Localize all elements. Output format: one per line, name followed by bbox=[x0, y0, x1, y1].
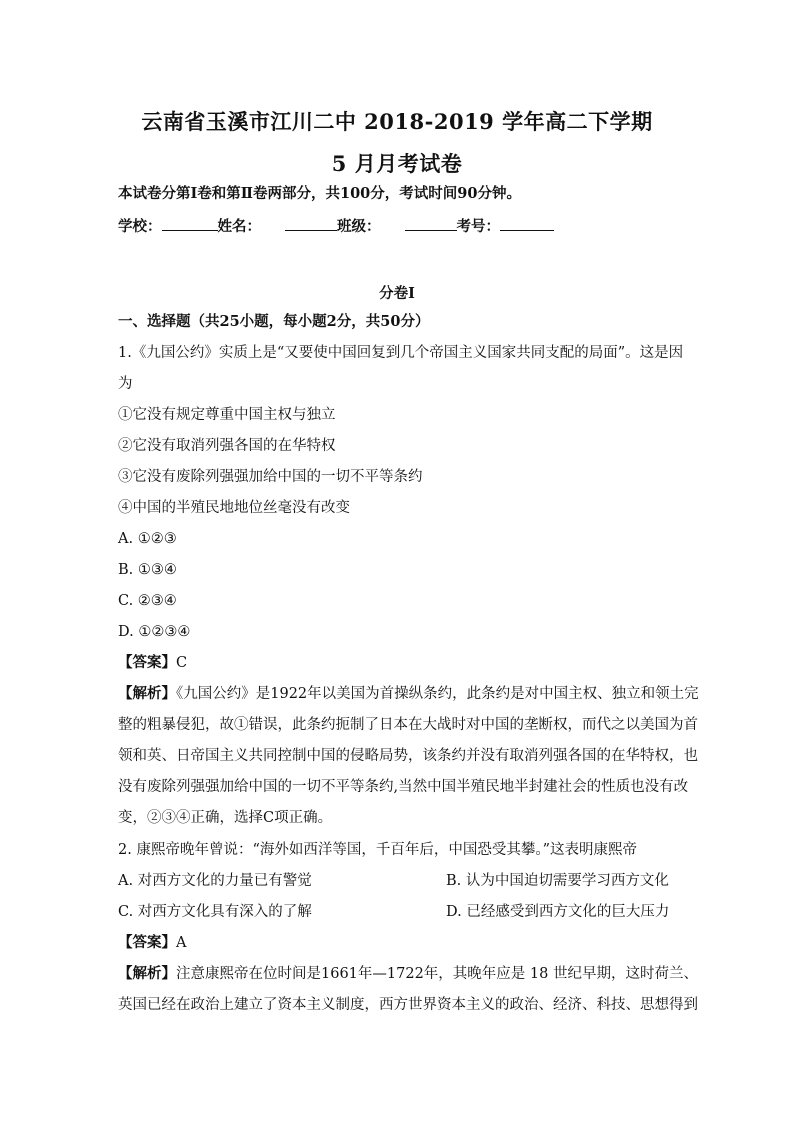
q2-option-a[interactable]: A. 对西方文化的力量已有警觉 bbox=[118, 873, 312, 889]
q2-analysis-label: 【解析】 bbox=[118, 965, 176, 982]
q2-stem: 2. 康熙帝晚年曾说：“海外如西洋等国，千百年后，中国恐受其攀。”这表明康熙帝 bbox=[118, 842, 638, 858]
q1-statement-2: ②它没有取消列强各国的在华特权 bbox=[118, 438, 336, 454]
q2-answer bbox=[118, 933, 186, 953]
q1-answer-label: 【答案】 bbox=[118, 654, 176, 671]
q1-analysis-line4: 没有废除列强强加给中国的一切不平等条约,当然中国半殖民地半封建社会的性质也没有改 bbox=[118, 779, 689, 795]
q2-answer-value: A bbox=[176, 935, 187, 951]
q1-statement-3: ③它没有废除列强强加给中国的一切不平等条约 bbox=[118, 469, 423, 485]
exam-title-line2: 5 月月考试卷 bbox=[331, 151, 463, 176]
q2-analysis-line2: 英国已经在政治上建立了资本主义制度，西方世界资本主义的政治、经济、科技、思想得到 bbox=[118, 997, 698, 1013]
part-heading: 一、选择题（共25小题，每小题2分，共50分） bbox=[118, 313, 430, 330]
q2-answer-label: 【答案】 bbox=[118, 934, 176, 951]
q1-analysis-line1 bbox=[118, 684, 699, 704]
exam-title-line1: 云南省玉溪市江川二中 2018-2019 学年高二下学期 bbox=[141, 109, 653, 134]
q2-option-b[interactable]: B. 认为中国迫切需要学习西方文化 bbox=[446, 873, 669, 889]
q1-stem-line1: 1.《九国公约》实质上是“又要使中国回复到几个帝国主义国家共同支配的局面”。这是因 bbox=[118, 345, 684, 361]
q1-statement-4: ④中国的半殖民地地位丝毫没有改变 bbox=[118, 500, 350, 516]
exam-no-label: 考号： bbox=[456, 218, 500, 235]
q2-analysis-line1 bbox=[118, 964, 698, 984]
q1-answer bbox=[118, 653, 187, 673]
q1-answer-value: C bbox=[176, 655, 188, 671]
q1-analysis-text1: 《九国公约》是1922年以美国为首操纵条约，此条约是对中国主权、独立和领土完 bbox=[176, 686, 699, 702]
exam-intro: 本试卷分第Ⅰ卷和第Ⅱ卷两部分，共100分，考试时间90分钟。 bbox=[118, 185, 521, 202]
school-label: 学校： bbox=[118, 218, 162, 235]
name-blank[interactable] bbox=[285, 216, 337, 231]
info-fields-row bbox=[118, 216, 554, 237]
q1-option-b[interactable]: B. ①③④ bbox=[118, 562, 177, 578]
q2-analysis-text1: 注意康熙帝在位时间是1661年—1722年，其晚年应是 18 世纪早期，这时荷兰、 bbox=[176, 966, 698, 982]
class-label: 班级： bbox=[337, 218, 381, 235]
q1-analysis-line3: 领和英、日帝国主义共同控制中国的侵略局势，该条约并没有取消列强各国的在华特权，也 bbox=[118, 748, 698, 764]
exam-no-blank[interactable] bbox=[500, 216, 554, 231]
school-blank[interactable] bbox=[162, 216, 218, 231]
q2-option-d[interactable]: D. 已经感受到西方文化的巨大压力 bbox=[446, 904, 670, 920]
class-blank[interactable] bbox=[405, 216, 457, 231]
q1-statement-1: ①它没有规定尊重中国主权与独立 bbox=[118, 407, 336, 423]
section-title: 分卷I bbox=[379, 285, 415, 302]
q2-option-c[interactable]: C. 对西方文化具有深入的了解 bbox=[118, 904, 312, 920]
q1-analysis-line2: 整的粗暴侵犯，故①错误，此条约扼制了日本在大战时对中国的垄断权，而代之以美国为首 bbox=[118, 717, 698, 733]
name-label: 姓名： bbox=[217, 218, 261, 235]
q1-option-d[interactable]: D. ①②③④ bbox=[118, 624, 191, 640]
q1-stem-line2: 为 bbox=[118, 376, 133, 392]
q1-option-a[interactable]: A. ①②③ bbox=[118, 531, 177, 547]
q1-option-c[interactable]: C. ②③④ bbox=[118, 593, 177, 609]
q1-analysis-line5: 变，②③④正确，选择C项正确。 bbox=[118, 810, 333, 826]
q1-analysis-label: 【解析】 bbox=[118, 685, 176, 702]
